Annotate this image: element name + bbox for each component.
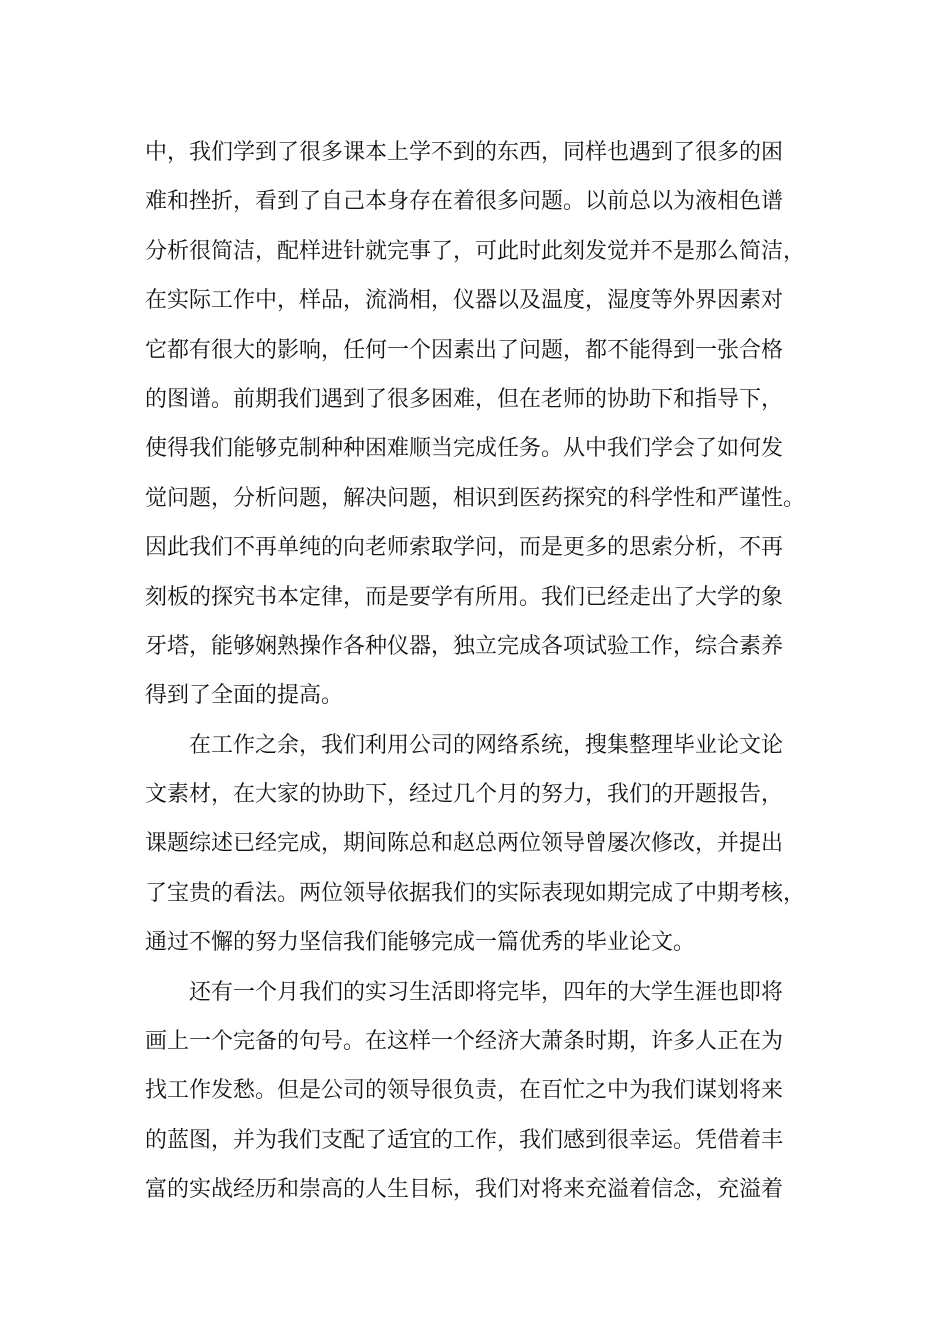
text-line: 觉问题，分析问题，解决问题，相识到医药探究的科学性和严谨性。 bbox=[145, 485, 806, 511]
text-line: 刻板的探究书本定律，而是要学有所用。我们已经走出了大学的象 bbox=[145, 584, 784, 610]
text-line: 在实际工作中，样品，流淌相，仪器以及温度，湿度等外界因素对 bbox=[145, 288, 784, 314]
paragraph bbox=[145, 968, 825, 1215]
text-line: 找工作发愁。但是公司的领导很负责，在百忙之中为我们谋划将来 bbox=[145, 1078, 784, 1104]
text-line: 难和挫折，看到了自己本身存在着很多问题。以前总以为液相色谱 bbox=[145, 189, 784, 215]
body-text bbox=[145, 128, 825, 1215]
text-line: 得到了全面的提高。 bbox=[145, 683, 344, 709]
text-line: 画上一个完备的句号。在这样一个经济大萧条时期，许多人正在为 bbox=[145, 1029, 784, 1055]
text-line: 它都有很大的影响，任何一个因素出了问题，都不能得到一张合格 bbox=[145, 337, 784, 363]
text-line: 文素材，在大家的协助下，经过几个月的努力，我们的开题报告， bbox=[145, 782, 784, 808]
text-line: 富的实战经历和崇高的人生目标，我们对将来充溢着信念，充溢着 bbox=[145, 1177, 784, 1203]
text-line: 还有一个月我们的实习生活即将完毕，四年的大学生涯也即将 bbox=[189, 979, 784, 1005]
text-line: 的图谱。前期我们遇到了很多困难，但在老师的协助下和指导下， bbox=[145, 386, 784, 412]
text-line: 在工作之余，我们利用公司的网络系统，搜集整理毕业论文论 bbox=[189, 732, 784, 758]
text-line: 牙塔，能够娴熟操作各种仪器，独立完成各项试验工作，综合素养 bbox=[145, 633, 784, 659]
text-line: 课题综述已经完成，期间陈总和赵总两位领导曾屡次修改，并提出 bbox=[145, 831, 784, 857]
text-line: 因此我们不再单纯的向老师索取学问，而是更多的思索分析，不再 bbox=[145, 535, 784, 561]
paragraph bbox=[145, 128, 825, 721]
text-line: 了宝贵的看法。两位领导依据我们的实际表现如期完成了中期考核， bbox=[145, 880, 806, 906]
text-line: 分析很简洁，配样进针就完事了，可此时此刻发觉并不是那么简洁， bbox=[145, 238, 806, 264]
paragraph bbox=[145, 721, 825, 968]
text-line: 的蓝图，并为我们支配了适宜的工作，我们感到很幸运。凭借着丰 bbox=[145, 1127, 784, 1153]
text-line: 使得我们能够克制种种困难顺当完成任务。从中我们学会了如何发 bbox=[145, 436, 784, 462]
text-line: 中，我们学到了很多课本上学不到的东西，同样也遇到了很多的困 bbox=[145, 140, 784, 165]
text-line: 通过不懈的努力坚信我们能够完成一篇优秀的毕业论文。 bbox=[145, 930, 696, 956]
